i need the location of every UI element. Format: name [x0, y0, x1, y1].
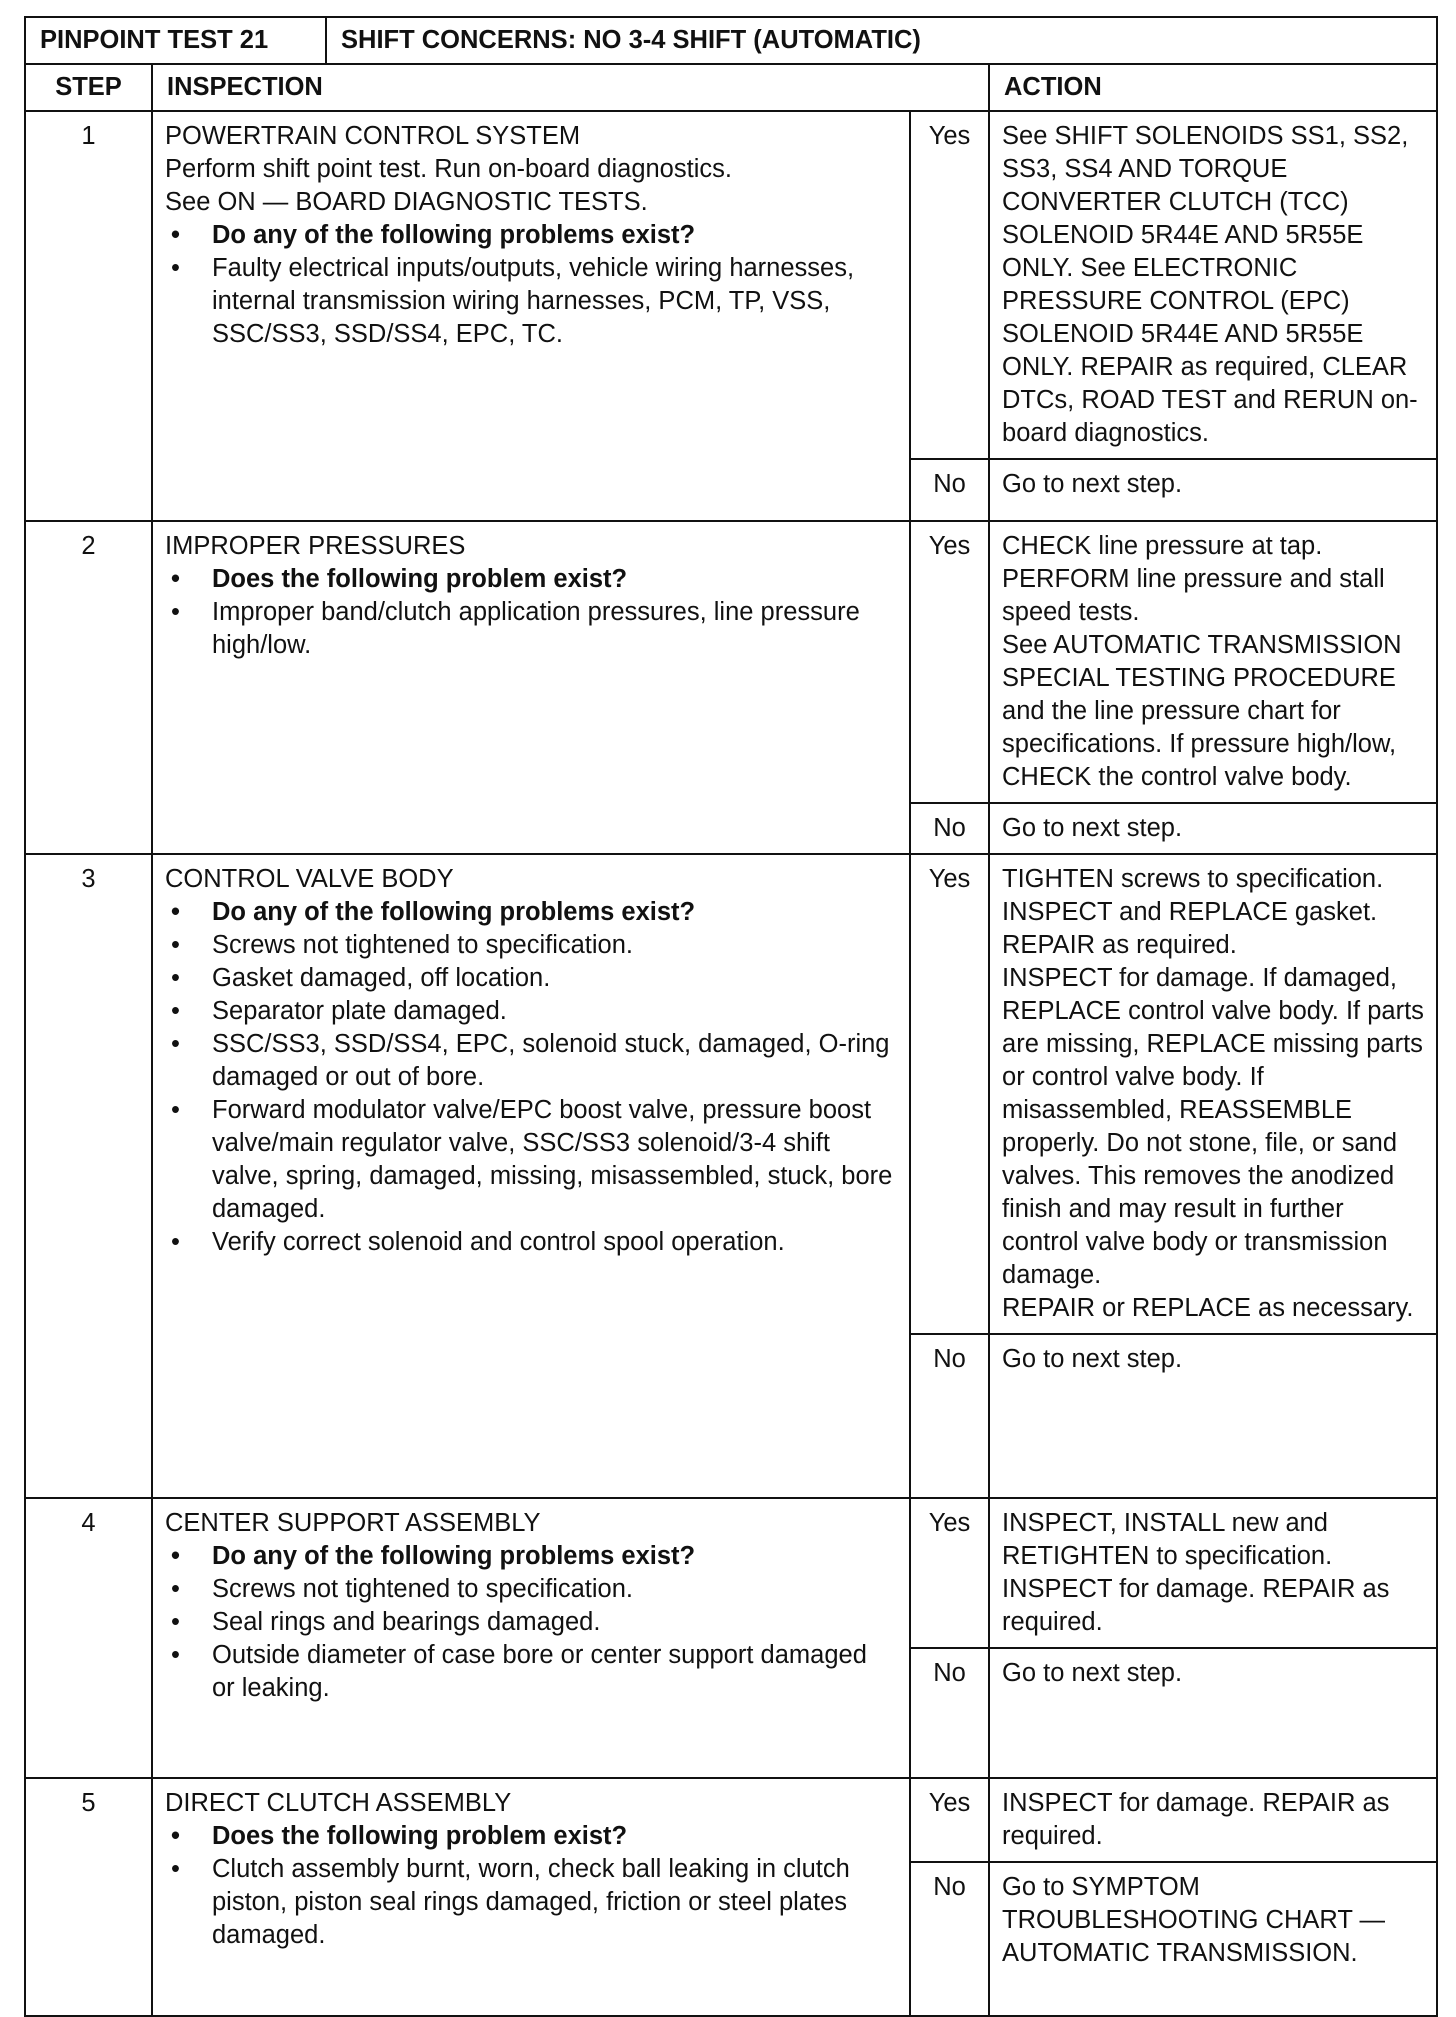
list-item: • Screws not tightened to specification.	[165, 929, 895, 962]
action-column-header: ACTION	[989, 64, 1437, 111]
yes-action-line: INSPECT and REPLACE gasket.	[1002, 898, 1378, 926]
no-action: Go to next step.	[989, 459, 1437, 521]
no-label: No	[910, 1862, 989, 2016]
step-number: 3	[25, 854, 152, 1498]
step-number: 5	[25, 1778, 152, 2016]
yes-action-line: TIGHTEN screws to specification.	[1002, 865, 1384, 893]
yes-label: Yes	[910, 1498, 989, 1648]
inspection-title: IMPROPER PRESSURES	[165, 532, 466, 560]
test-label: PINPOINT TEST 21	[25, 17, 326, 64]
inspection-bullet-list	[165, 563, 895, 662]
step-number: 2	[25, 521, 152, 854]
table-row	[25, 111, 1437, 459]
step-column-header: STEP	[25, 64, 152, 111]
yes-label: Yes	[910, 111, 989, 459]
inspection-cell	[152, 1778, 910, 2016]
list-item: • Clutch assembly burnt, worn, check ball leaking in clutch piston, piston seal rings damaged, friction or steel plates damaged.	[165, 1853, 895, 1952]
inspection-intro: See ON — BOARD DIAGNOSTIC TESTS.	[165, 188, 648, 216]
yes-action: INSPECT for damage. REPAIR as required.	[989, 1778, 1437, 1862]
yes-label: Yes	[910, 521, 989, 803]
list-item: • Screws not tightened to specification.	[165, 1573, 895, 1606]
inspection-question: • Does the following problem exist?	[165, 1820, 895, 1853]
pinpoint-test-table	[24, 16, 1438, 2017]
inspection-cell	[152, 854, 910, 1498]
no-action: Go to next step.	[989, 1648, 1437, 1778]
yes-action-line: INSPECT for damage. REPAIR as required.	[1002, 1575, 1390, 1636]
no-action: Go to next step.	[989, 803, 1437, 854]
inspection-cell	[152, 1498, 910, 1778]
list-item: • Seal rings and bearings damaged.	[165, 1606, 895, 1639]
yes-action-line: REPAIR or REPLACE as necessary.	[1002, 1294, 1414, 1322]
inspection-bullet-list	[165, 219, 895, 351]
no-label: No	[910, 1334, 989, 1498]
step-number: 1	[25, 111, 152, 521]
list-item: • Forward modulator valve/EPC boost valve, pressure boost valve/main regulator valve, SSC/SS3 solenoid/3-4 shift valve, spring, damaged, missing, misassembled, stuck, bore damaged.	[165, 1094, 895, 1226]
no-action: Go to SYMPTOM TROUBLESHOOTING CHART — AUTOMATIC TRANSMISSION.	[989, 1862, 1437, 2016]
list-item: • Improper band/clutch application pressures, line pressure high/low.	[165, 596, 895, 662]
list-item: • Gasket damaged, off location.	[165, 962, 895, 995]
yes-action-line: INSPECT for damage. If damaged, REPLACE control valve body. If parts are missing, REPLACE missing parts or control valve body. If misassembled, REASSEMBLE properly. Do not stone, file, or sand valves. This removes the anodized finish and may result in further control valve body or transmission damage.	[1002, 964, 1424, 1289]
yes-action-line: See AUTOMATIC TRANSMISSION SPECIAL TESTING PROCEDURE and the line pressure chart for specifications. If pressure high/low, CHECK the control valve body.	[1002, 631, 1402, 791]
inspection-title: POWERTRAIN CONTROL SYSTEM	[165, 122, 581, 150]
inspection-title: CENTER SUPPORT ASSEMBLY	[165, 1509, 541, 1537]
list-item: • SSC/SS3, SSD/SS4, EPC, solenoid stuck, damaged, O-ring damaged or out of bore.	[165, 1028, 895, 1094]
column-header-row	[25, 64, 1437, 111]
no-label: No	[910, 803, 989, 854]
table-row	[25, 521, 1437, 803]
yes-action: See SHIFT SOLENOIDS SS1, SS2, SS3, SS4 AND TORQUE CONVERTER CLUTCH (TCC) SOLENOID 5R44E AND 5R55E ONLY. See ELECTRONIC PRESSURE CONTROL (EPC) SOLENOID 5R44E AND 5R55E ONLY. REPAIR as required, CLEAR DTCs, ROAD TEST and RERUN on-board diagnostics.	[989, 111, 1437, 459]
no-label: No	[910, 1648, 989, 1778]
yes-label: Yes	[910, 854, 989, 1334]
inspection-cell	[152, 521, 910, 854]
list-item: • Outside diameter of case bore or center support damaged or leaking.	[165, 1639, 895, 1705]
inspection-question: • Do any of the following problems exist?	[165, 1540, 895, 1573]
inspection-bullet-list	[165, 1820, 895, 1952]
pinpoint-test-sheet	[24, 16, 1436, 2017]
yes-action-line: REPAIR as required.	[1002, 931, 1237, 959]
test-header-row	[25, 17, 1437, 64]
table-row	[25, 854, 1437, 1334]
no-label: No	[910, 459, 989, 521]
inspection-title: DIRECT CLUTCH ASSEMBLY	[165, 1789, 512, 1817]
inspection-cell	[152, 111, 910, 521]
yes-action	[989, 1498, 1437, 1648]
yes-action	[989, 521, 1437, 803]
inspection-bullet-list	[165, 1540, 895, 1705]
table-row	[25, 1778, 1437, 1862]
list-item: • Verify correct solenoid and control spool operation.	[165, 1226, 895, 1259]
inspection-intro: Perform shift point test. Run on-board diagnostics.	[165, 155, 732, 183]
test-title: SHIFT CONCERNS: NO 3-4 SHIFT (AUTOMATIC)	[326, 17, 1437, 64]
table-row	[25, 1498, 1437, 1648]
inspection-bullet-list	[165, 896, 895, 1259]
yes-label: Yes	[910, 1778, 989, 1862]
step-number: 4	[25, 1498, 152, 1778]
list-item: • Faulty electrical inputs/outputs, vehicle wiring harnesses, internal transmission wiring harnesses, PCM, TP, VSS, SSC/SS3, SSD/SS4, EPC, TC.	[165, 252, 895, 351]
inspection-question: • Does the following problem exist?	[165, 563, 895, 596]
no-action: Go to next step.	[989, 1334, 1437, 1498]
list-item: • Separator plate damaged.	[165, 995, 895, 1028]
inspection-question: • Do any of the following problems exist?	[165, 219, 895, 252]
inspection-column-header: INSPECTION	[152, 64, 989, 111]
inspection-question: • Do any of the following problems exist?	[165, 896, 895, 929]
yes-action-line: CHECK line pressure at tap. PERFORM line pressure and stall speed tests.	[1002, 532, 1385, 626]
yes-action	[989, 854, 1437, 1334]
inspection-title: CONTROL VALVE BODY	[165, 865, 454, 893]
yes-action-line: INSPECT, INSTALL new and RETIGHTEN to specification.	[1002, 1509, 1333, 1570]
